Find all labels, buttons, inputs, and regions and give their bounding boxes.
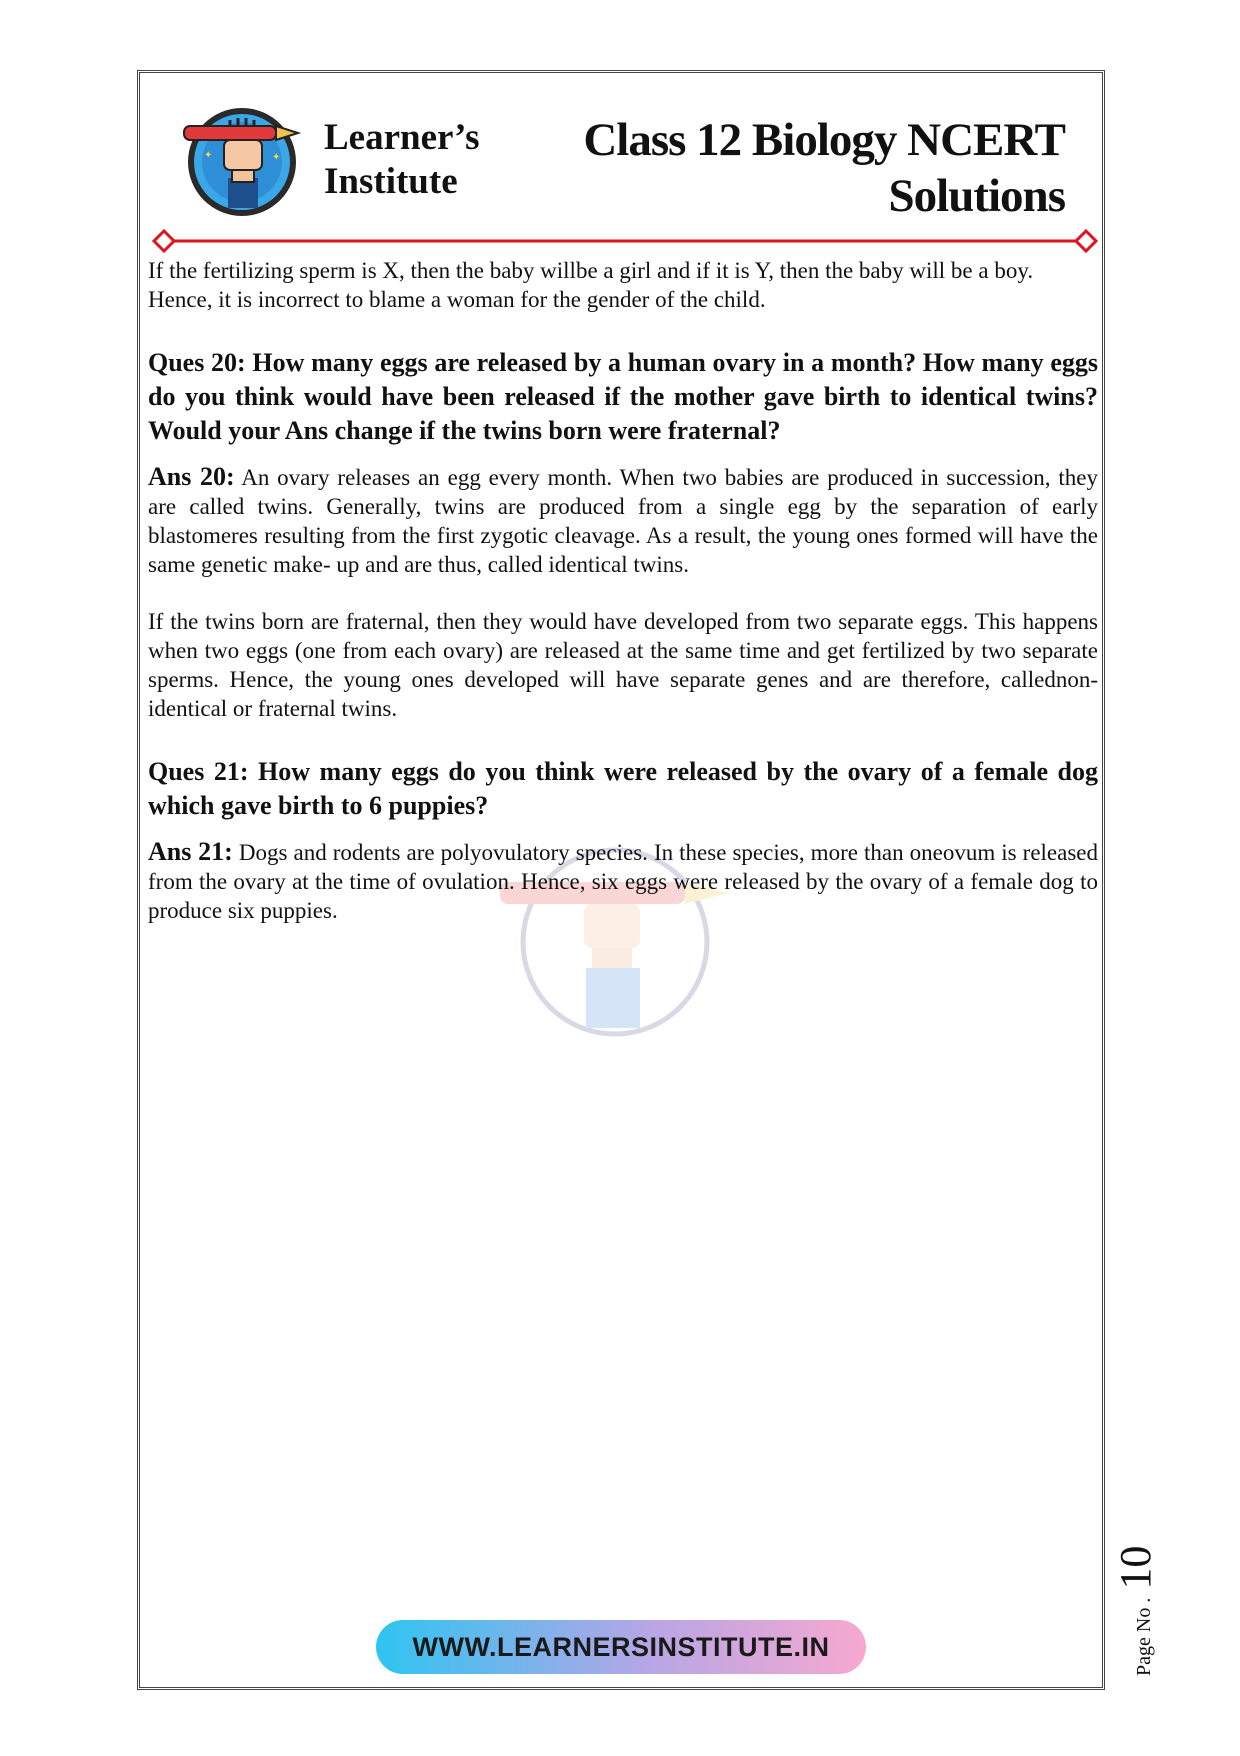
answer-20-paragraph-1 [148, 462, 1098, 579]
intro-paragraph-1: If the fertilizing sperm is X, then the baby willbe a girl and if it is Y, then the baby will be a boy. [148, 258, 1034, 283]
title-line-1: Class 12 Biology NCERT [583, 114, 1065, 166]
answer-21-label: Ans 21: [148, 837, 233, 866]
question-20: Ques 20: How many eggs are released by a human ovary in a month? How many eggs do you think would have been released if the mother gave birth to identical twins? Would your Ans change if the twins born were fraternal? [148, 348, 1098, 445]
brand-name [324, 116, 479, 204]
svg-text:✦: ✦ [272, 152, 281, 163]
answer-20-label: Ans 20: [148, 462, 235, 491]
title-line-2: Solutions [888, 170, 1065, 222]
page-number [1110, 1456, 1160, 1676]
question-21: Ques 21: How many eggs do you think were released by the ovary of a female dog which gave birth to 6 puppies? [148, 757, 1098, 820]
institute-logo [180, 100, 310, 220]
page-title [583, 112, 1065, 224]
intro-paragraph-2: Hence, it is incorrect to blame a woman for the gender of the child. [148, 287, 766, 312]
website-url[interactable]: WWW.LEARNERSINSTITUTE.IN [412, 1631, 830, 1662]
answer-20-paragraph-2: If the twins born are fraternal, then they would have developed from two separate eggs. This happens when two eggs (one from each ovary) are released at the same time and get fertilized by two separate sperms. Hence, the young ones developed will have separate genes and are therefore, callednon-identical or fraternal twins. [148, 609, 1098, 721]
page-number-value: 10 [1111, 1545, 1160, 1590]
brand-line-1: Learner’s [324, 117, 480, 158]
header-divider [152, 228, 1098, 254]
main-content [148, 256, 1098, 925]
answer-20-text: An ovary releases an egg every month. When two babies are produced in succession, they are called twins. Generally, twins are produced from a single egg by the separation of early blastomeres resulting from the first zygotic cleavage. As a result, the young ones formed will have the same genetic make- up and are thus, called identical twins. [148, 465, 1098, 577]
website-link[interactable] [376, 1620, 866, 1674]
answer-21-text: Dogs and rodents are polyovulatory species. In these species, more than oneovum is released from the ovary at the time of ovulation. Hence, six eggs were released by the ovary of a female dog to produce six puppies. [148, 840, 1099, 923]
answer-21-paragraph [148, 837, 1098, 925]
svg-text:✦: ✦ [204, 150, 213, 161]
brand-line-2: Institute [324, 161, 458, 202]
page-number-label: Page No . [1133, 1597, 1155, 1676]
